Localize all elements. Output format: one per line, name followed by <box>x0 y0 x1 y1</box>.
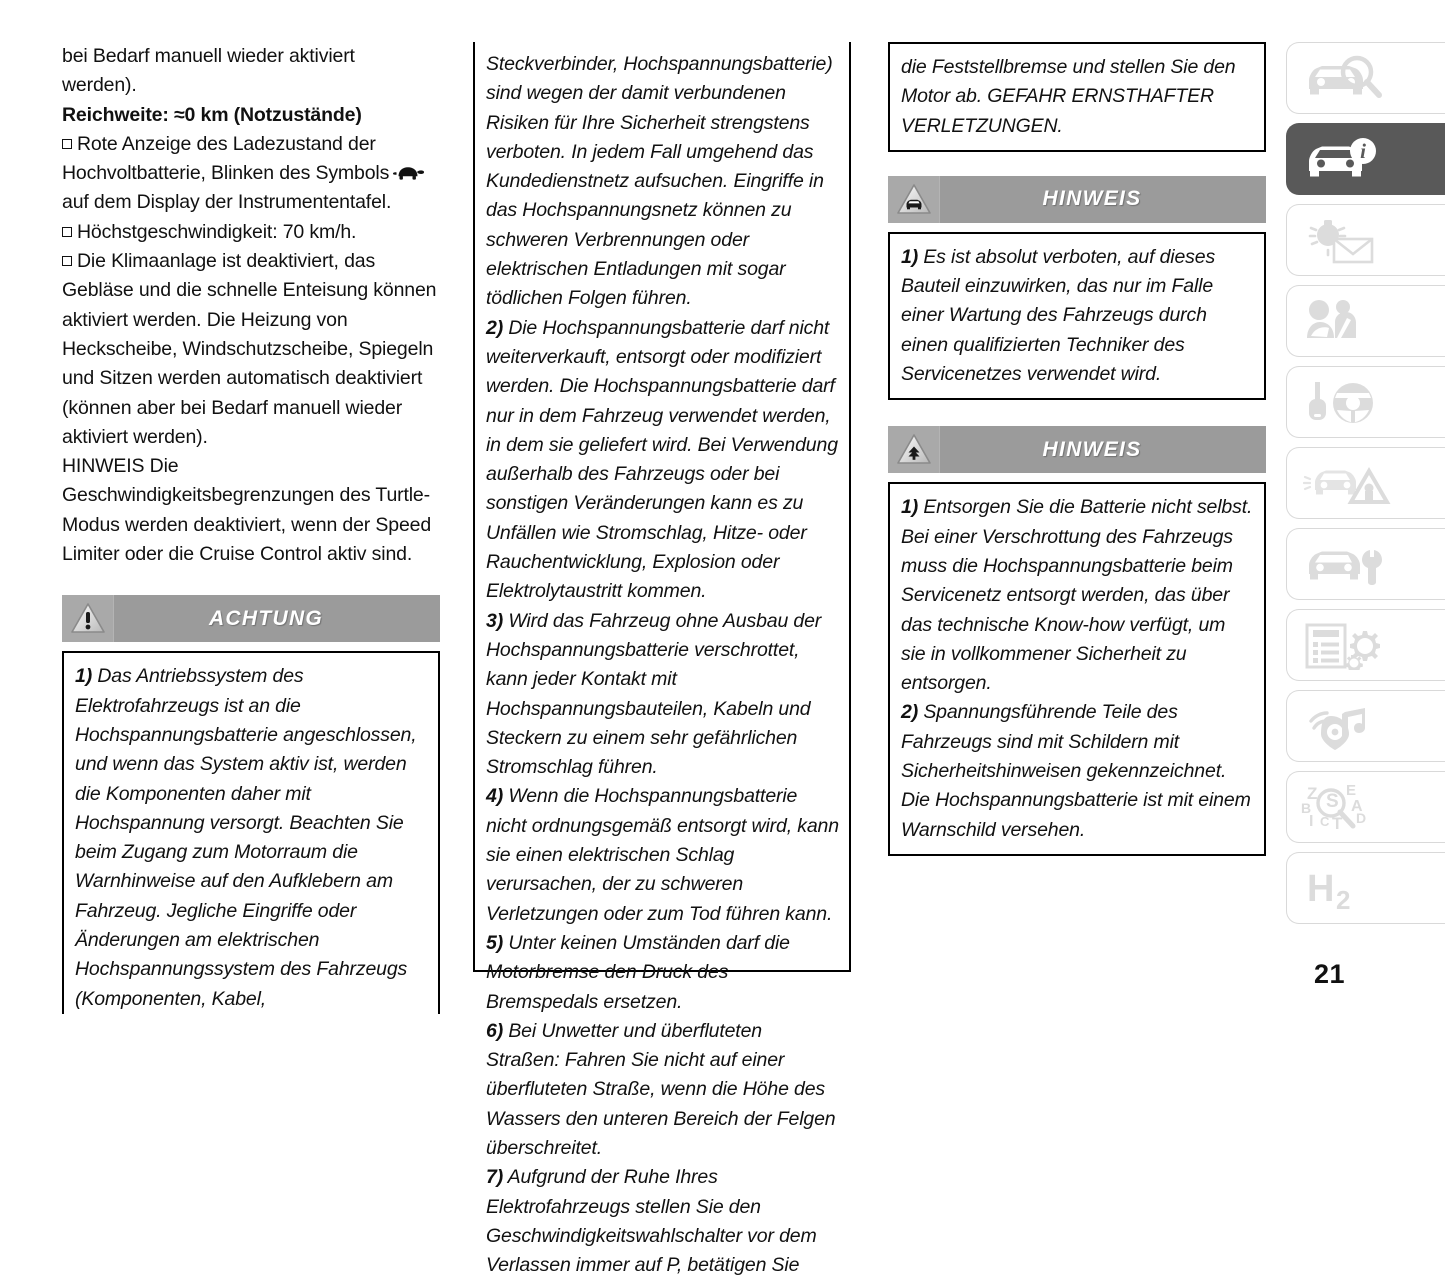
text-columns <box>62 42 1262 1277</box>
achtung-body-part1 <box>62 651 440 1014</box>
sidebar-item-car-hazard-triangle[interactable] <box>1286 447 1445 519</box>
h2-icon <box>1301 863 1397 913</box>
achtung-item-1-number: 1) <box>75 665 93 688</box>
warning-triangle-exclamation-icon <box>62 595 114 642</box>
achtung-item-3-number: 3) <box>486 609 504 632</box>
achtung-item-7-number: 7) <box>486 1166 504 1189</box>
hinweis-2-item-2 <box>901 698 1254 844</box>
sidebar-item-car-magnifier[interactable] <box>1286 42 1445 114</box>
achtung-item-5 <box>486 929 839 1017</box>
hinweis-1-item-1-text: Es ist absolut verboten, auf dieses Bauteil einzuwirken, das nur im Falle einer Wartung des Fahrzeugs durch einen qualifizierten Techniker des Servicenetzes verwendet wird. <box>901 245 1216 386</box>
hinweis-2-item-1-number: 1) <box>901 496 919 519</box>
hinweis-2-title: HINWEIS <box>1042 437 1142 461</box>
sidebar-item-key-steering-wheel[interactable] <box>1286 366 1445 438</box>
hinweis-2-item-2-text: Spannungsführende Teile des Fahrzeugs sind mit Schildern mit Sicherheitshinweisen gekennzeichnet. Die Hochspannungsbatterie ist mit einem Warnschild versehen. <box>901 701 1251 841</box>
svg-text:H: H <box>1307 868 1335 910</box>
hinweis-1-body <box>888 232 1266 400</box>
key-steering-wheel-icon <box>1301 377 1397 427</box>
bullet-2-text: Höchstgeschwindigkeit: 70 km/h. <box>77 220 357 243</box>
car-hazard-triangle-icon <box>1301 458 1397 508</box>
sidebar-item-multimedia[interactable] <box>1286 690 1445 762</box>
car-info-icon <box>1301 134 1397 184</box>
svg-text:E: E <box>1346 782 1357 799</box>
achtung-item-7-continuation: die Feststellbremse und stellen Sie den Motor ab. GEFAHR ERNSTHAFTER VERLETZUNGEN. <box>901 56 1236 137</box>
multimedia-icon <box>1301 700 1397 752</box>
index-magnifier-icon <box>1301 781 1405 833</box>
svg-text:S: S <box>1326 791 1339 812</box>
achtung-body-part2 <box>473 42 851 1277</box>
chapter-tabs <box>1286 42 1445 933</box>
achtung-item-2 <box>486 314 839 607</box>
bullet-item-3 <box>62 247 440 452</box>
achtung-item-1-continuation: Steckverbinder, Hochspannungsbatterie) sind wegen der damit verbundenen Risiken für Ihre Sicherheit strengstens verboten. In jedem Fall umgehend das Kundedienstnetz aufsuchen. Eingriffe in das Hochspannungsnetz können zu schweren Verbrennungen oder elektrischen Entladungen mit sogar tödlichen Folgen führen. <box>486 53 833 310</box>
achtung-item-6-text: Bei Unwetter und überfluteten Straßen: Fahren Sie nicht auf einer überfluteten Straße, wenn die Höhe des Wassers den unteren Bereich der Felgen überschreitet. <box>486 1019 836 1159</box>
achtung-item-1-text: Das Antriebssystem des Elektrofahrzeugs ist an die Hochspannungsbatterie angeschlossen, und wenn das System aktiv ist, werden die Komponenten daher mit Hochspannung versorgt. Beachten Sie beim Zugang zum Motorraum die Warnhinweise auf den Aufklebern am Fahrzeug. Jegliche Eingriffe oder Änderungen am elektrischen Hochspannungssystem des Fahrzeugs (Komponenten, Kabel, <box>75 665 417 1010</box>
sidebar-item-airbag-passenger[interactable] <box>1286 285 1445 357</box>
car-wrench-icon <box>1301 539 1397 589</box>
achtung-item-2-text: Die Hochspannungsbatterie darf nicht weiterverkauft, entsorgt oder modifiziert werden. Die Hochspannungsbatterie darf nur in dem Fahrzeug verwendet werden, in dem sie geliefert wird. Bei Verwendung außerhalb des Fahrzeugs oder bei sonstigen Veränderungen kann es zu Unfällen wie Stromschlag, Hitze- oder Rauchentwicklung, Explosion oder Elektrolytaustritt kommen. <box>486 316 838 603</box>
achtung-item-1 <box>75 662 428 1014</box>
hinweis-2-body <box>888 482 1266 856</box>
achtung-header <box>62 595 440 642</box>
svg-text:i: i <box>1360 139 1366 163</box>
achtung-item-2-number: 2) <box>486 316 504 339</box>
bullet-item-1 <box>62 130 440 218</box>
achtung-item-3 <box>486 607 839 783</box>
hinweis-note: HINWEIS Die Geschwindigkeitsbegrenzungen des Turtle-Modus werden deaktiviert, wenn der Speed Limiter oder die Cruise Control aktiv sind. <box>62 455 432 566</box>
achtung-item-7 <box>486 1163 839 1280</box>
achtung-item-7-text: Aufgrund der Ruhe Ihres Elektrofahrzeugs stellen Sie den Geschwindigkeitswahlschalter vor dem Verlassen immer auf P, betätigen Sie <box>486 1166 817 1277</box>
bullet-1-continuation: auf dem Display der Instrumententafel. <box>62 191 392 214</box>
triangle-car-icon <box>888 176 940 223</box>
svg-text:A: A <box>1351 798 1363 815</box>
square-bullet-icon <box>62 139 72 149</box>
svg-text:C: C <box>1320 814 1330 829</box>
bullet-3-text: Die Klimaanlage ist deaktiviert, das Gebläse und die schnelle Enteisung können aktiviert werden. Die Heizung von Heckscheibe, Windschutzscheibe, Spiegeln und Sitzen werden automatisch deaktiviert (können aber bei Bedarf manuell wieder aktiviert werden). <box>62 250 437 448</box>
column-2 <box>473 42 851 1277</box>
sidebar-item-car-wrench[interactable] <box>1286 528 1445 600</box>
achtung-item-5-number: 5) <box>486 931 504 954</box>
bullet-item-2 <box>62 218 440 247</box>
intro-line-2: werden). <box>62 74 137 97</box>
sidebar-item-sun-envelope[interactable] <box>1286 204 1445 276</box>
svg-text:2: 2 <box>1336 885 1351 913</box>
achtung-item-3-text: Wird das Fahrzeug ohne Ausbau der Hochspannungsbatterie verschrottet, kann jeder Kontakt mit Hochspannungsbauteilen, Kabeln und Steckern zu einem sehr gefährlichen Stromschlag führen. <box>486 609 822 779</box>
turtle-icon <box>391 161 425 178</box>
hinweis-2-item-1 <box>901 493 1254 698</box>
list-gears-icon <box>1301 619 1397 671</box>
achtung-item-5-text: Unter keinen Umständen darf die Motorbremse den Druck des Bremspedals ersetzen. <box>486 931 790 1013</box>
square-bullet-icon <box>62 227 72 237</box>
hinweis-1-header <box>888 176 1266 223</box>
achtung-item-6 <box>486 1017 839 1163</box>
svg-text:T: T <box>1332 814 1343 833</box>
sidebar-item-car-info[interactable] <box>1286 123 1445 195</box>
triangle-environment-icon <box>888 426 940 473</box>
achtung-body-part3 <box>888 42 1266 152</box>
intro-paragraph <box>62 42 440 101</box>
page-number: 21 <box>1313 959 1345 989</box>
svg-text:D: D <box>1356 810 1367 826</box>
svg-text:Z: Z <box>1307 784 1318 803</box>
sidebar-item-h2[interactable] <box>1286 852 1445 924</box>
achtung-item-4-text: Wenn die Hochspannungsbatterie nicht ordnungsgemäß entsorgt wird, kann sie einen elektrischen Schlag verursachen, der zu schweren Verletzungen oder zum Tod führen kann. <box>486 785 839 925</box>
hinweis-1-item-1 <box>901 243 1254 389</box>
achtung-item-4-number: 4) <box>486 785 504 808</box>
achtung-title: ACHTUNG <box>208 606 324 630</box>
bullet-1-text: Rote Anzeige des Ladezustand der Hochvoltbatterie, Blinken des Symbols <box>62 132 390 185</box>
svg-text:B: B <box>1301 800 1312 816</box>
airbag-passenger-icon <box>1301 296 1397 346</box>
car-magnifier-icon <box>1301 53 1397 103</box>
achtung-item-4 <box>486 782 839 928</box>
hinweis-1-title: HINWEIS <box>1042 187 1142 211</box>
sidebar-item-index-magnifier[interactable] <box>1286 771 1445 843</box>
svg-text:I: I <box>1309 813 1314 830</box>
range-heading: Reichweite: ≈0 km (Notzustände) <box>62 103 362 126</box>
column-3 <box>888 42 1266 972</box>
sun-envelope-icon <box>1301 214 1397 266</box>
achtung-item-6-number: 6) <box>486 1019 504 1042</box>
hinweis-2-item-1-text: Entsorgen Sie die Batterie nicht selbst. Bei einer Verschrottung des Fahrzeugs muss die Hochspannungsbatterie beim Servicenetz entsorgt werden, das über das technische Know-how verfügt, um sie in vollkommener Sicherheit zu entsorgen. <box>901 496 1253 695</box>
hinweis-2-header <box>888 426 1266 473</box>
hinweis-2-item-2-number: 2) <box>901 701 919 724</box>
intro-line-1: bei Bedarf manuell wieder aktiviert <box>62 45 355 67</box>
hinweis-1-item-1-number: 1) <box>901 245 919 268</box>
square-bullet-icon <box>62 256 72 266</box>
sidebar-item-list-gears[interactable] <box>1286 609 1445 681</box>
column-1 <box>62 42 440 1010</box>
